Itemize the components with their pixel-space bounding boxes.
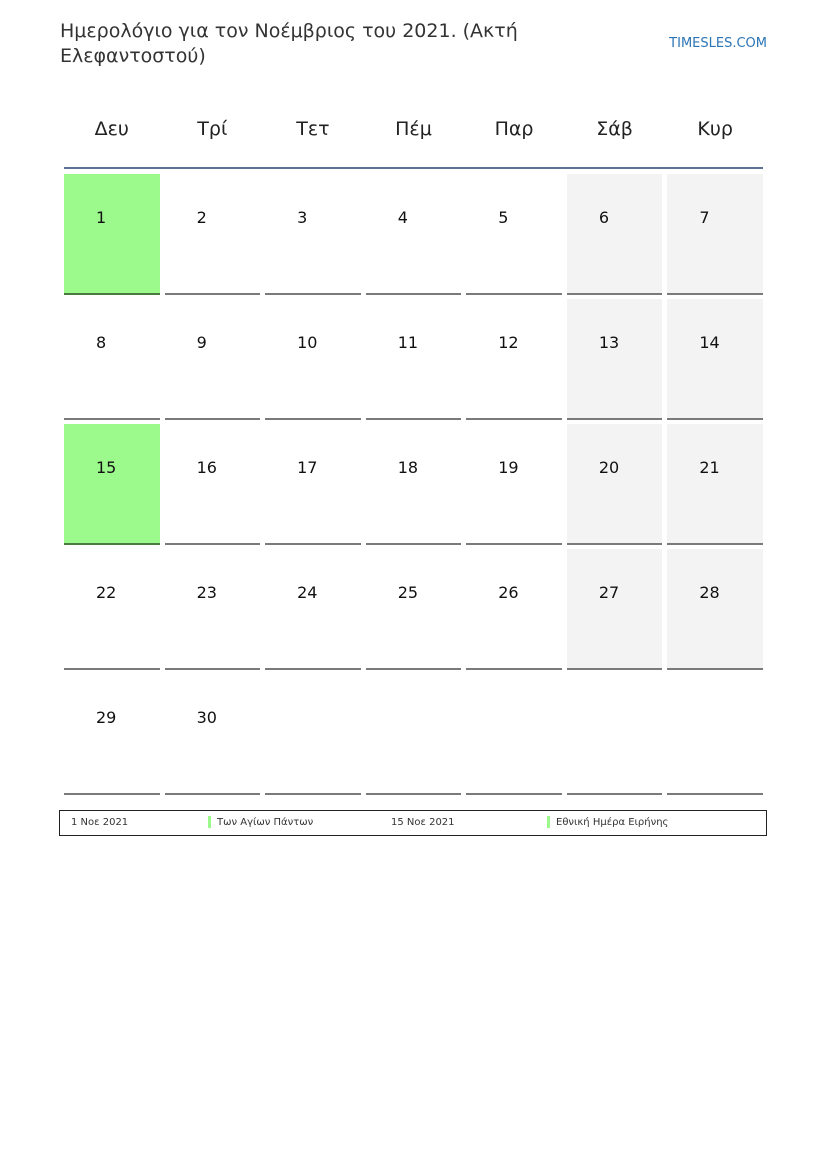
day-number: 1 [96, 208, 107, 227]
day-number: 30 [196, 708, 217, 727]
holiday-date: 15 Νοε 2021 [391, 817, 455, 828]
day-number: 17 [297, 458, 318, 477]
day-cell [165, 174, 261, 295]
day-number: 16 [196, 458, 217, 477]
holiday-name: Των Αγίων Πάντων [217, 817, 314, 828]
day-cell-empty [265, 674, 361, 795]
day-cell-holiday [64, 174, 160, 295]
day-number: 27 [598, 583, 620, 602]
day-number: 21 [699, 458, 720, 477]
day-number: 2 [196, 208, 207, 227]
day-cell-weekend [567, 549, 663, 670]
day-cell-weekend [567, 299, 663, 420]
day-number: 29 [96, 708, 117, 727]
day-cell [265, 549, 361, 670]
day-cell-weekend [667, 299, 763, 420]
weekday-sat: Σάβ [596, 118, 633, 140]
day-cell [64, 299, 160, 420]
day-cell [366, 174, 462, 295]
holiday-date: 1 Νοε 2021 [71, 817, 129, 828]
page-title: Ημερολόγιο για τον Νοέμβριος του 2021. (Ακτή Ελεφαντοστού) [60, 20, 518, 67]
day-number: 3 [297, 208, 308, 227]
weekday-sun: Κυρ [697, 118, 733, 140]
day-number: 24 [297, 583, 318, 602]
day-cell-empty [667, 674, 763, 795]
day-cell-weekend [667, 174, 763, 295]
day-number: 13 [598, 333, 620, 352]
day-cell [366, 424, 462, 545]
day-cell [165, 549, 261, 670]
holiday-color-marker [547, 816, 550, 828]
day-cell [366, 549, 462, 670]
day-number: 18 [397, 458, 419, 477]
day-cell [466, 174, 562, 295]
header-divider [64, 167, 763, 169]
day-number: 15 [96, 458, 117, 477]
day-number: 7 [699, 208, 710, 227]
day-cell-empty [366, 674, 462, 795]
day-cell-weekend [567, 424, 663, 545]
weekday-header-row [64, 108, 763, 150]
day-cell [265, 424, 361, 545]
day-number: 22 [96, 583, 117, 602]
holiday-legend [59, 810, 767, 836]
day-number: 8 [96, 333, 107, 352]
day-number: 9 [196, 333, 207, 352]
day-cell [466, 424, 562, 545]
weekday-thu: Πέμ [395, 118, 432, 140]
day-number: 11 [397, 333, 419, 352]
day-cell [165, 299, 261, 420]
day-cell-weekend [567, 174, 663, 295]
day-cell [265, 299, 361, 420]
day-number: 28 [699, 583, 720, 602]
day-number: 10 [297, 333, 318, 352]
day-number: 19 [498, 458, 519, 477]
day-number: 4 [397, 208, 408, 227]
day-cell [64, 549, 160, 670]
day-cell [64, 674, 160, 795]
day-number: 23 [196, 583, 217, 602]
day-cell [165, 424, 261, 545]
day-number: 6 [598, 208, 609, 227]
day-number: 14 [699, 333, 720, 352]
weekday-tue: Τρί [197, 118, 228, 140]
weekday-wed: Τετ [296, 118, 330, 140]
day-cell-empty [466, 674, 562, 795]
day-cell [466, 299, 562, 420]
day-cell-holiday [64, 424, 160, 545]
holiday-color-marker [208, 816, 211, 828]
weekday-fri: Παρ [494, 118, 534, 140]
holiday-name: Εθνική Ημέρα Ειρήνης [556, 817, 669, 828]
day-cell [165, 674, 261, 795]
day-number: 5 [498, 208, 509, 227]
weekday-mon: Δευ [94, 118, 129, 140]
day-number: 26 [498, 583, 519, 602]
day-number: 20 [598, 458, 620, 477]
day-cell [466, 549, 562, 670]
calendar-grid [64, 174, 763, 799]
day-cell [265, 174, 361, 295]
day-number: 12 [498, 333, 519, 352]
day-cell-weekend [667, 549, 763, 670]
day-cell [366, 299, 462, 420]
day-cell-empty [567, 674, 663, 795]
brand-link[interactable]: TIMESLES.COM [669, 36, 767, 51]
day-cell-weekend [667, 424, 763, 545]
day-number: 25 [397, 583, 419, 602]
